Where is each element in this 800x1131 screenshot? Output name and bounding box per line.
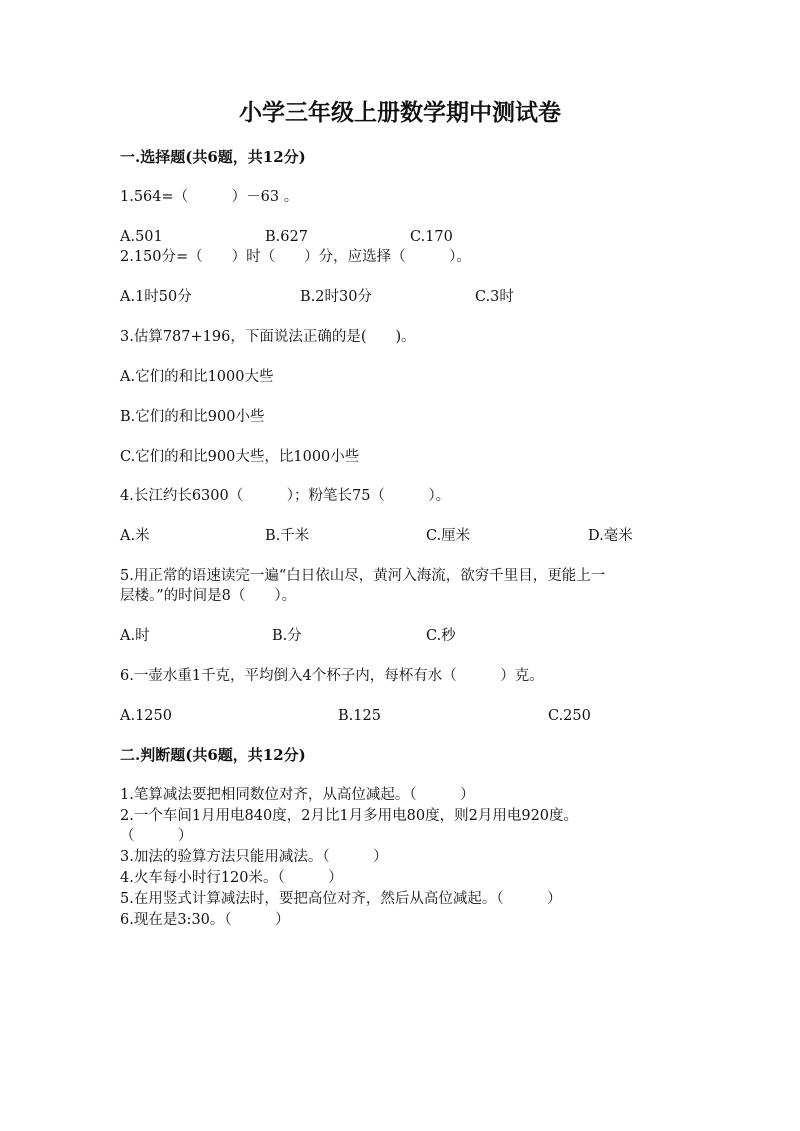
question-stem-continued: 层楼。”的时间是8（ ）。 [120,588,297,604]
page-title: 小学三年级上册数学期中测试卷 [239,99,561,126]
judgment-item: 1.笔算减法要把相同数位对齐，从高位减起。（ ） [120,787,475,803]
option: A.1250 [120,708,172,724]
judgment-item: 3.加法的验算方法只能用减法。（ ） [120,849,388,865]
section-heading-choice: 一.选择题(共6题，共12分) [120,148,306,166]
option: B.125 [338,708,381,724]
judgment-item: 4.火车每小时行120米。（ ） [120,870,343,886]
option: D.毫米 [588,528,633,544]
option: C.170 [410,229,453,245]
option: A.它们的和比1000大些 [120,369,274,385]
judgment-item: 5.在用竖式计算减法时，要把高位对齐，然后从高位减起。（ ） [120,891,562,907]
option: A.501 [120,229,163,245]
question-stem: 5.用正常的语速读完一遍“白日依山尽，黄河入海流，欲穷千里目，更能上一 [120,568,606,584]
option: A.米 [120,528,150,544]
judgment-item: 2.一个车间1月用电840度，2月比1月多用电80度，则2月用电920度。 [120,808,579,824]
option: B.627 [265,229,308,245]
question-stem: 4.长江约长6300（ ）；粉笔长75（ ）。 [120,488,451,504]
option: A.时 [120,628,150,644]
question-stem: 1.564=（ ）－63 。 [120,189,299,205]
option: B.千米 [265,528,310,544]
judgment-item: 6.现在是3:30。（ ） [120,912,290,928]
option: C.它们的和比900大些，比1000小些 [120,449,360,465]
option: B.分 [272,628,302,644]
option: C.厘米 [426,528,471,544]
option: B.它们的和比900小些 [120,409,265,425]
option: B.2时30分 [300,289,372,305]
question-stem: 3.估算787+196，下面说法正确的是( )。 [120,329,416,345]
option: C.3时 [475,289,514,305]
section-heading-judgment: 二.判断题(共6题，共12分) [120,746,306,764]
option: C.250 [548,708,591,724]
judgment-item-continued: （ ） [120,828,193,844]
option: A.1时50分 [120,289,192,305]
question-stem: 2.150分=（ ）时（ ）分，应选择（ ）。 [120,249,471,265]
question-stem: 6.一壶水重1千克，平均倒入4个杯子内，每杯有水（ ）克。 [120,668,544,684]
option: C.秒 [426,628,456,644]
